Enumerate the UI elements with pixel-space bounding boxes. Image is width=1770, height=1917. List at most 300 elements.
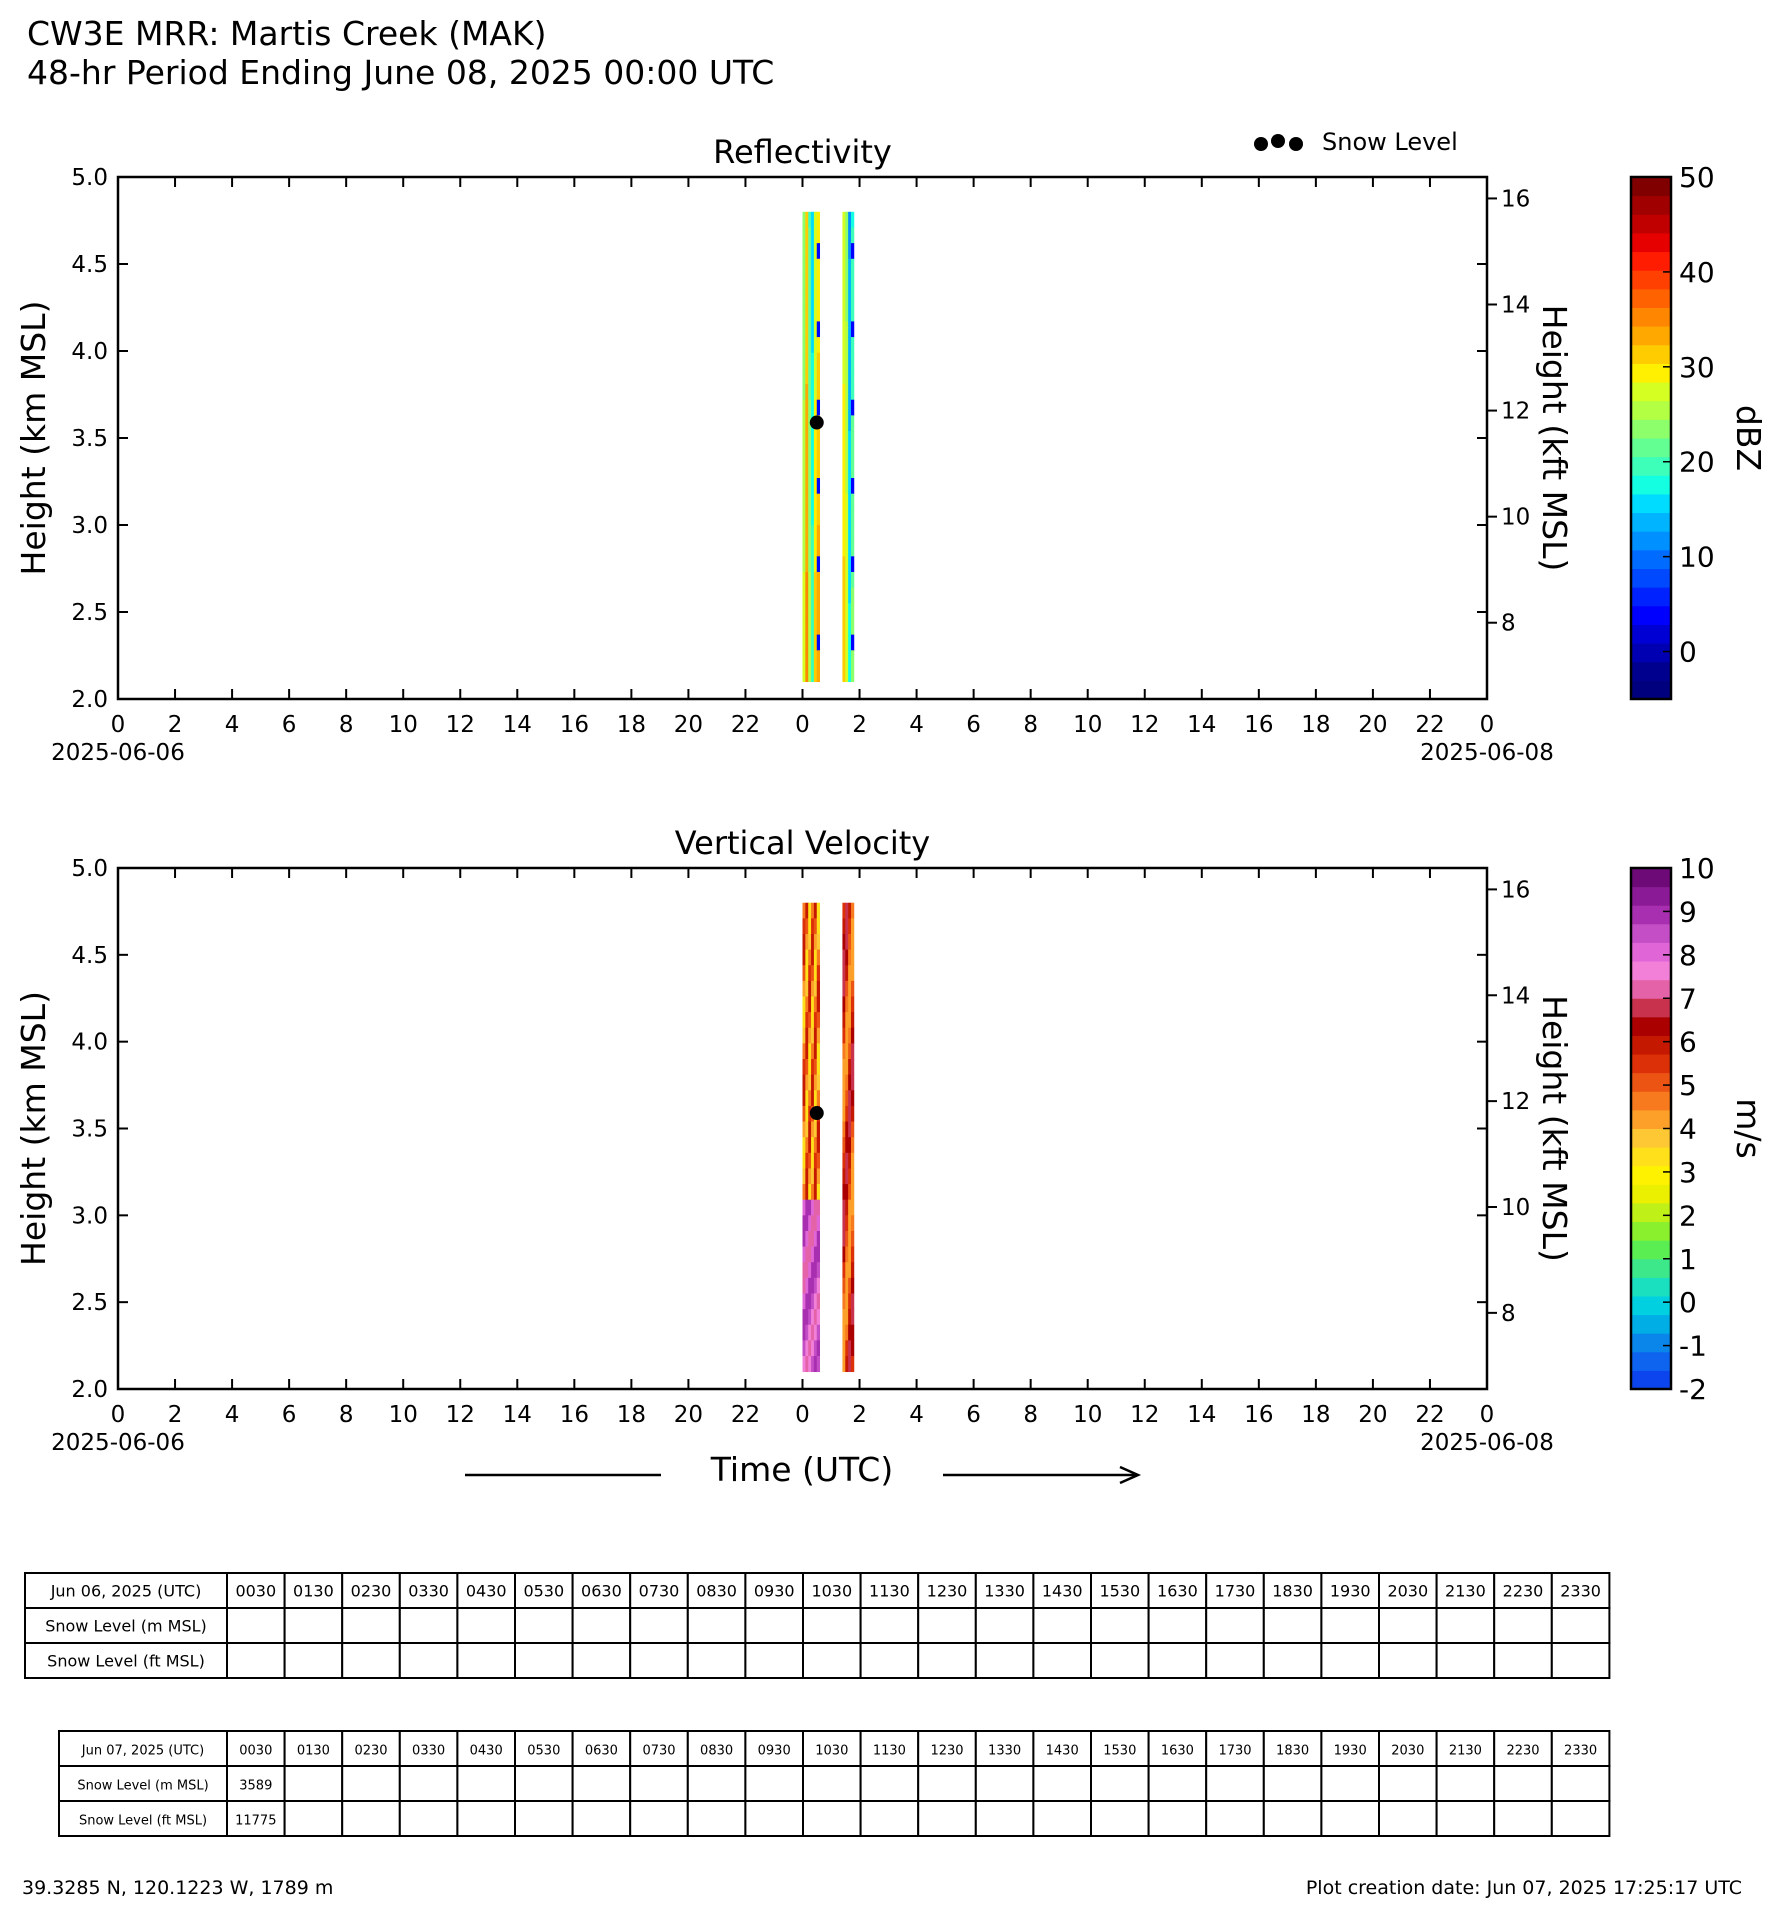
reflectivity-cell — [842, 243, 845, 259]
velocity-cell — [845, 1278, 848, 1294]
table-cell — [1437, 1643, 1495, 1678]
reflectivity-cell — [814, 384, 817, 400]
velocity-cell — [808, 1200, 811, 1216]
reflectivity-cell — [808, 353, 811, 369]
table-time-header: 0530 — [527, 1743, 561, 1759]
table-cell — [227, 1643, 285, 1678]
table-value: 11775 — [235, 1813, 277, 1829]
velocity-cell — [845, 1247, 848, 1263]
y-right-tick-label: 14 — [1501, 983, 1531, 1010]
velocity-cell — [851, 1184, 854, 1200]
reflectivity-cell — [803, 541, 806, 557]
reflectivity-cell — [808, 447, 811, 463]
reflectivity-cell — [851, 541, 854, 557]
reflectivity-cell — [817, 400, 820, 416]
table-cell — [1321, 1643, 1379, 1678]
colorbar-tick-label: 5 — [1679, 1069, 1697, 1103]
velocity-cell — [803, 981, 806, 997]
snow-level-tables — [25, 1573, 1609, 1836]
velocity-cell — [803, 1262, 806, 1278]
velocity-ylabel-right: Height (kft MSL) — [1535, 995, 1574, 1262]
table-cell — [1264, 1608, 1322, 1643]
table-time-header: 1730 — [1214, 1581, 1256, 1601]
velocity-cell — [814, 1309, 817, 1325]
velocity-cell — [814, 1028, 817, 1044]
table-time-header: 1930 — [1329, 1581, 1371, 1601]
velocity-cell — [817, 934, 820, 950]
table-cell — [573, 1608, 631, 1643]
velocity-cell — [842, 965, 845, 981]
velocity-cell — [848, 1043, 851, 1059]
reflectivity-cell — [811, 462, 814, 478]
velocity-cell — [842, 981, 845, 997]
table-cell — [918, 1766, 976, 1801]
velocity-cell — [803, 1075, 806, 1091]
velocity-cell — [814, 1340, 817, 1356]
velocity-cell — [845, 1075, 848, 1091]
velocity-cell — [808, 1325, 811, 1341]
reflectivity-cell — [805, 603, 808, 619]
table-time-header: 1130 — [872, 1743, 906, 1759]
reflectivity-cell — [811, 588, 814, 604]
x-tick-label: 14 — [502, 712, 532, 738]
table-time-header: 2230 — [1502, 1581, 1544, 1601]
reflectivity-cell — [851, 431, 854, 447]
reflectivity-cell — [805, 259, 808, 275]
velocity-cell — [814, 1168, 817, 1184]
reflectivity-cell — [811, 337, 814, 353]
reflectivity-cell — [803, 588, 806, 604]
velocity-cell — [851, 1278, 854, 1294]
velocity-cell — [805, 950, 808, 966]
x-tick-label: 18 — [616, 712, 647, 738]
velocity-cell — [817, 1090, 820, 1106]
x-tick-label: 16 — [1244, 1402, 1274, 1428]
reflectivity-cell — [848, 494, 851, 510]
table-cell — [1552, 1643, 1610, 1678]
velocity-cell — [808, 950, 811, 966]
reflectivity-cell — [805, 431, 808, 447]
snow-table-jun06 — [25, 1573, 1609, 1678]
velocity-cell — [811, 997, 814, 1013]
velocity-cell — [845, 950, 848, 966]
reflectivity-cell — [851, 478, 854, 494]
reflectivity-cell — [845, 321, 848, 337]
velocity-cell — [817, 1231, 820, 1247]
velocity-cell — [805, 1293, 808, 1309]
reflectivity-cell — [851, 666, 854, 682]
x-tick-label: 22 — [1415, 712, 1445, 738]
reflectivity-cell — [814, 650, 817, 666]
velocity-cell — [817, 918, 820, 934]
table-cell — [457, 1643, 515, 1678]
table-cell — [1033, 1766, 1091, 1801]
velocity-cell — [811, 1122, 814, 1138]
velocity-cell — [842, 1356, 845, 1372]
table-cell — [1149, 1643, 1207, 1678]
velocity-cell — [848, 1356, 851, 1372]
reflectivity-cell — [848, 619, 851, 635]
reflectivity-cell — [851, 274, 854, 290]
table-cell — [227, 1608, 285, 1643]
table-cell — [803, 1766, 861, 1801]
velocity-cell — [842, 903, 845, 919]
velocity-cell — [851, 1059, 854, 1075]
velocity-cell — [811, 1043, 814, 1059]
x-tick-label: 14 — [1187, 1402, 1217, 1428]
velocity-cell — [811, 934, 814, 950]
x-tick-label: 0 — [795, 1402, 810, 1428]
reflectivity-cell — [851, 400, 854, 416]
reflectivity-cell — [842, 650, 845, 666]
velocity-cell — [803, 1215, 806, 1231]
table-cell — [457, 1608, 515, 1643]
velocity-cell — [808, 1262, 811, 1278]
colorbar-segment — [1631, 1035, 1671, 1054]
table-time-header: 0230 — [350, 1581, 392, 1601]
table-cell — [861, 1766, 919, 1801]
x-tick-label: 12 — [1130, 1402, 1160, 1428]
reflectivity-cell — [808, 337, 811, 353]
velocity-cell — [808, 1137, 811, 1153]
colorbar-segment — [1631, 196, 1671, 215]
velocity-cell — [848, 1090, 851, 1106]
reflectivity-cell — [811, 447, 814, 463]
velocity-cell — [805, 1059, 808, 1075]
colorbar-tick-label: 10 — [1679, 540, 1715, 574]
table-cell — [745, 1801, 803, 1836]
velocity-cell — [817, 1247, 820, 1263]
colorbar-segment — [1631, 382, 1671, 401]
velocity-cell — [845, 1106, 848, 1122]
table-time-header: 1330 — [988, 1743, 1022, 1759]
velocity-cell — [811, 1184, 814, 1200]
velocity-cell — [808, 1247, 811, 1263]
velocity-cell — [805, 934, 808, 950]
reflectivity-cell — [817, 635, 820, 651]
velocity-cell — [803, 1153, 806, 1169]
velocity-cell — [817, 950, 820, 966]
x-tick-label: 4 — [909, 712, 924, 738]
reflectivity-cell — [808, 603, 811, 619]
reflectivity-cell — [805, 509, 808, 525]
y-tick-label: 3.0 — [71, 1203, 108, 1230]
velocity-cell — [851, 1075, 854, 1091]
reflectivity-cell — [814, 478, 817, 494]
x-tick-label: 22 — [730, 712, 761, 738]
velocity-data-column — [842, 903, 854, 1372]
x-tick-label: 6 — [281, 712, 297, 738]
reflectivity-title: Reflectivity — [713, 133, 892, 171]
table-cell — [803, 1643, 861, 1678]
reflectivity-cell — [817, 259, 820, 275]
velocity-cell — [845, 1340, 848, 1356]
velocity-cell — [808, 1184, 811, 1200]
colorbar-segment — [1631, 1147, 1671, 1166]
reflectivity-cell — [814, 227, 817, 243]
reflectivity-cell — [842, 603, 845, 619]
reflectivity-cell — [805, 321, 808, 337]
table-cell — [573, 1766, 631, 1801]
x-tick-label: 14 — [1187, 712, 1217, 738]
reflectivity-cell — [805, 494, 808, 510]
colorbar-segment — [1631, 289, 1671, 308]
reflectivity-cell — [842, 525, 845, 541]
reflectivity-cell — [803, 650, 806, 666]
colorbar-segment — [1631, 1184, 1671, 1203]
x-tick-label: 10 — [388, 1402, 418, 1428]
x-tick-label: 2 — [167, 1402, 183, 1428]
reflectivity-cell — [842, 509, 845, 525]
velocity-cell — [845, 1200, 848, 1216]
reflectivity-cell — [845, 400, 848, 416]
velocity-cell — [808, 981, 811, 997]
reflectivity-cell — [808, 635, 811, 651]
velocity-cell — [803, 1231, 806, 1247]
page-title: CW3E MRR: Martis Creek (MAK) — [27, 14, 547, 53]
reflectivity-cell — [845, 274, 848, 290]
colorbar-segment — [1631, 1333, 1671, 1352]
table-row-label: Snow Level (ft MSL) — [47, 1651, 205, 1671]
reflectivity-cell — [803, 321, 806, 337]
table-cell — [861, 1608, 919, 1643]
velocity-cell — [817, 997, 820, 1013]
reflectivity-cell — [811, 478, 814, 494]
reflectivity-cell — [848, 368, 851, 384]
velocity-cell — [805, 1137, 808, 1153]
reflectivity-cell — [842, 384, 845, 400]
reflectivity-cell — [803, 415, 806, 431]
table-cell — [1321, 1608, 1379, 1643]
reflectivity-cell — [848, 556, 851, 572]
velocity-cell — [845, 1137, 848, 1153]
y-tick-label: 2.5 — [71, 600, 108, 626]
reflectivity-cell — [814, 619, 817, 635]
colorbar-segment — [1631, 662, 1671, 681]
velocity-cell — [845, 1168, 848, 1184]
velocity-cell — [848, 1075, 851, 1091]
reflectivity-cell — [814, 290, 817, 306]
location-text: 39.3285 N, 120.1223 W, 1789 m — [22, 1877, 334, 1899]
colorbar-segment — [1631, 1315, 1671, 1334]
velocity-cell — [814, 981, 817, 997]
y-tick-label: 4.0 — [71, 1029, 108, 1056]
velocity-cell — [811, 1215, 814, 1231]
velocity-cell — [848, 1106, 851, 1122]
velocity-cell — [848, 965, 851, 981]
table-cell — [1379, 1766, 1437, 1801]
x-tick-label: 20 — [673, 712, 704, 738]
colorbar-tick-label: 40 — [1679, 255, 1715, 289]
table-cell — [515, 1643, 573, 1678]
reflectivity-cell — [805, 462, 808, 478]
velocity-cell — [803, 1200, 806, 1216]
reflectivity-cell — [848, 603, 851, 619]
velocity-cell — [811, 1090, 814, 1106]
reflectivity-cell — [805, 337, 808, 353]
velocity-cell — [842, 934, 845, 950]
reflectivity-cell — [811, 274, 814, 290]
reflectivity-cell — [842, 415, 845, 431]
table-cell — [688, 1643, 746, 1678]
reflectivity-cell — [842, 541, 845, 557]
reflectivity-cell — [851, 384, 854, 400]
reflectivity-cell — [811, 603, 814, 619]
reflectivity-cell — [842, 337, 845, 353]
table-cell — [285, 1801, 343, 1836]
reflectivity-cell — [842, 321, 845, 337]
reflectivity-cell — [803, 635, 806, 651]
velocity-cell — [817, 1168, 820, 1184]
velocity-cell — [848, 997, 851, 1013]
velocity-cell — [817, 1122, 820, 1138]
reflectivity-cell — [851, 290, 854, 306]
reflectivity-cell — [811, 541, 814, 557]
table-cell — [1091, 1643, 1149, 1678]
x-start-date-label: 2025-06-06 — [51, 1430, 185, 1456]
reflectivity-cell — [814, 353, 817, 369]
velocity-cell — [805, 981, 808, 997]
reflectivity-cell — [805, 588, 808, 604]
reflectivity-cell — [811, 572, 814, 588]
table-time-header: 0230 — [354, 1743, 388, 1759]
table-cell — [400, 1801, 458, 1836]
reflectivity-cell — [851, 603, 854, 619]
reflectivity-cell — [842, 478, 845, 494]
reflectivity-cell — [842, 400, 845, 416]
reflectivity-cell — [842, 572, 845, 588]
velocity-cell — [814, 1325, 817, 1341]
velocity-cell — [803, 934, 806, 950]
velocity-cell — [848, 934, 851, 950]
reflectivity-cell — [845, 588, 848, 604]
velocity-cell — [842, 1262, 845, 1278]
reflectivity-cell — [817, 384, 820, 400]
reflectivity-cell — [845, 384, 848, 400]
table-time-header: 1530 — [1103, 1743, 1137, 1759]
velocity-cell — [814, 1137, 817, 1153]
x-tick-label: 4 — [224, 1402, 240, 1428]
table-time-header: 1630 — [1160, 1743, 1194, 1759]
velocity-cell — [805, 1325, 808, 1341]
colorbar-segment — [1631, 419, 1671, 438]
velocity-cell — [805, 1184, 808, 1200]
x-tick-label: 20 — [673, 1402, 704, 1428]
x-end-date-label: 2025-06-08 — [1420, 740, 1554, 766]
reflectivity-cell — [811, 227, 814, 243]
reflectivity-cell — [803, 478, 806, 494]
colorbar-segment — [1631, 457, 1671, 476]
x-tick-label: 10 — [1073, 1402, 1103, 1428]
reflectivity-cell — [842, 556, 845, 572]
table-cell — [630, 1608, 688, 1643]
table-cell — [1321, 1766, 1379, 1801]
table-cell — [1552, 1801, 1610, 1836]
velocity-cell — [808, 934, 811, 950]
colorbar-segment — [1631, 252, 1671, 271]
velocity-cell — [851, 1090, 854, 1106]
velocity-cell — [805, 1043, 808, 1059]
velocity-cell — [803, 1090, 806, 1106]
reflectivity-cell — [805, 541, 808, 557]
velocity-cell — [845, 1059, 848, 1075]
reflectivity-cell — [814, 525, 817, 541]
velocity-cell — [811, 1247, 814, 1263]
reflectivity-cell — [803, 525, 806, 541]
reflectivity-cell — [814, 588, 817, 604]
table-time-header: 1830 — [1276, 1743, 1310, 1759]
colorbar-segment — [1631, 1352, 1671, 1371]
table-cell — [285, 1766, 343, 1801]
colorbar-segment — [1631, 980, 1671, 999]
table-cell — [688, 1801, 746, 1836]
velocity-cell — [842, 1247, 845, 1263]
table-cell — [1033, 1608, 1091, 1643]
reflectivity-cell — [808, 525, 811, 541]
snow-legend-dot-1 — [1254, 137, 1268, 151]
reflectivity-cell — [842, 212, 845, 228]
reflectivity-cell — [814, 666, 817, 682]
velocity-cell — [811, 1168, 814, 1184]
table-cell — [285, 1643, 343, 1678]
table-cell — [1437, 1766, 1495, 1801]
x-tick-label: 8 — [1023, 1402, 1038, 1428]
x-tick-label: 12 — [445, 1402, 475, 1428]
table-cell — [573, 1643, 631, 1678]
velocity-cell — [848, 1247, 851, 1263]
colorbar-segment — [1631, 961, 1671, 980]
y-tick-label: 5.0 — [71, 856, 108, 882]
velocity-snow-level-point — [810, 1106, 824, 1120]
x-tick-label: 4 — [909, 1402, 924, 1428]
reflectivity-cell — [848, 431, 851, 447]
y-right-tick-label: 10 — [1501, 504, 1531, 531]
y-tick-label: 2.0 — [71, 687, 108, 713]
velocity-cell — [842, 1075, 845, 1091]
page-subtitle: 48-hr Period Ending June 08, 2025 00:00 UTC — [27, 53, 775, 92]
colorbar-tick-label: 7 — [1679, 982, 1697, 1016]
reflectivity-cell — [845, 603, 848, 619]
velocity-cell — [842, 1168, 845, 1184]
reflectivity-cell — [848, 259, 851, 275]
table-cell — [630, 1643, 688, 1678]
velocity-cell — [845, 1215, 848, 1231]
colorbar-segment — [1631, 1017, 1671, 1036]
velocity-cell — [842, 1028, 845, 1044]
table-cell — [745, 1608, 803, 1643]
velocity-cell — [845, 1043, 848, 1059]
reflectivity-cell — [817, 353, 820, 369]
reflectivity-cell — [805, 650, 808, 666]
reflectivity-cell — [805, 666, 808, 682]
colorbar-segment — [1631, 531, 1671, 550]
velocity-data-column — [803, 903, 821, 1372]
reflectivity-cell — [805, 243, 808, 259]
table-time-header: 0330 — [408, 1581, 449, 1601]
reflectivity-cell — [848, 321, 851, 337]
velocity-cell — [808, 918, 811, 934]
table-cell — [342, 1801, 400, 1836]
table-time-header: 2130 — [1448, 1743, 1482, 1759]
reflectivity-cell — [817, 431, 820, 447]
table-time-header: 0730 — [642, 1743, 676, 1759]
table-cell — [1552, 1608, 1610, 1643]
velocity-cell — [845, 1153, 848, 1169]
x-tick-label: 12 — [445, 712, 475, 738]
velocity-cell — [808, 1356, 811, 1372]
y-right-tick-label: 14 — [1501, 292, 1531, 319]
velocity-cell — [842, 1137, 845, 1153]
